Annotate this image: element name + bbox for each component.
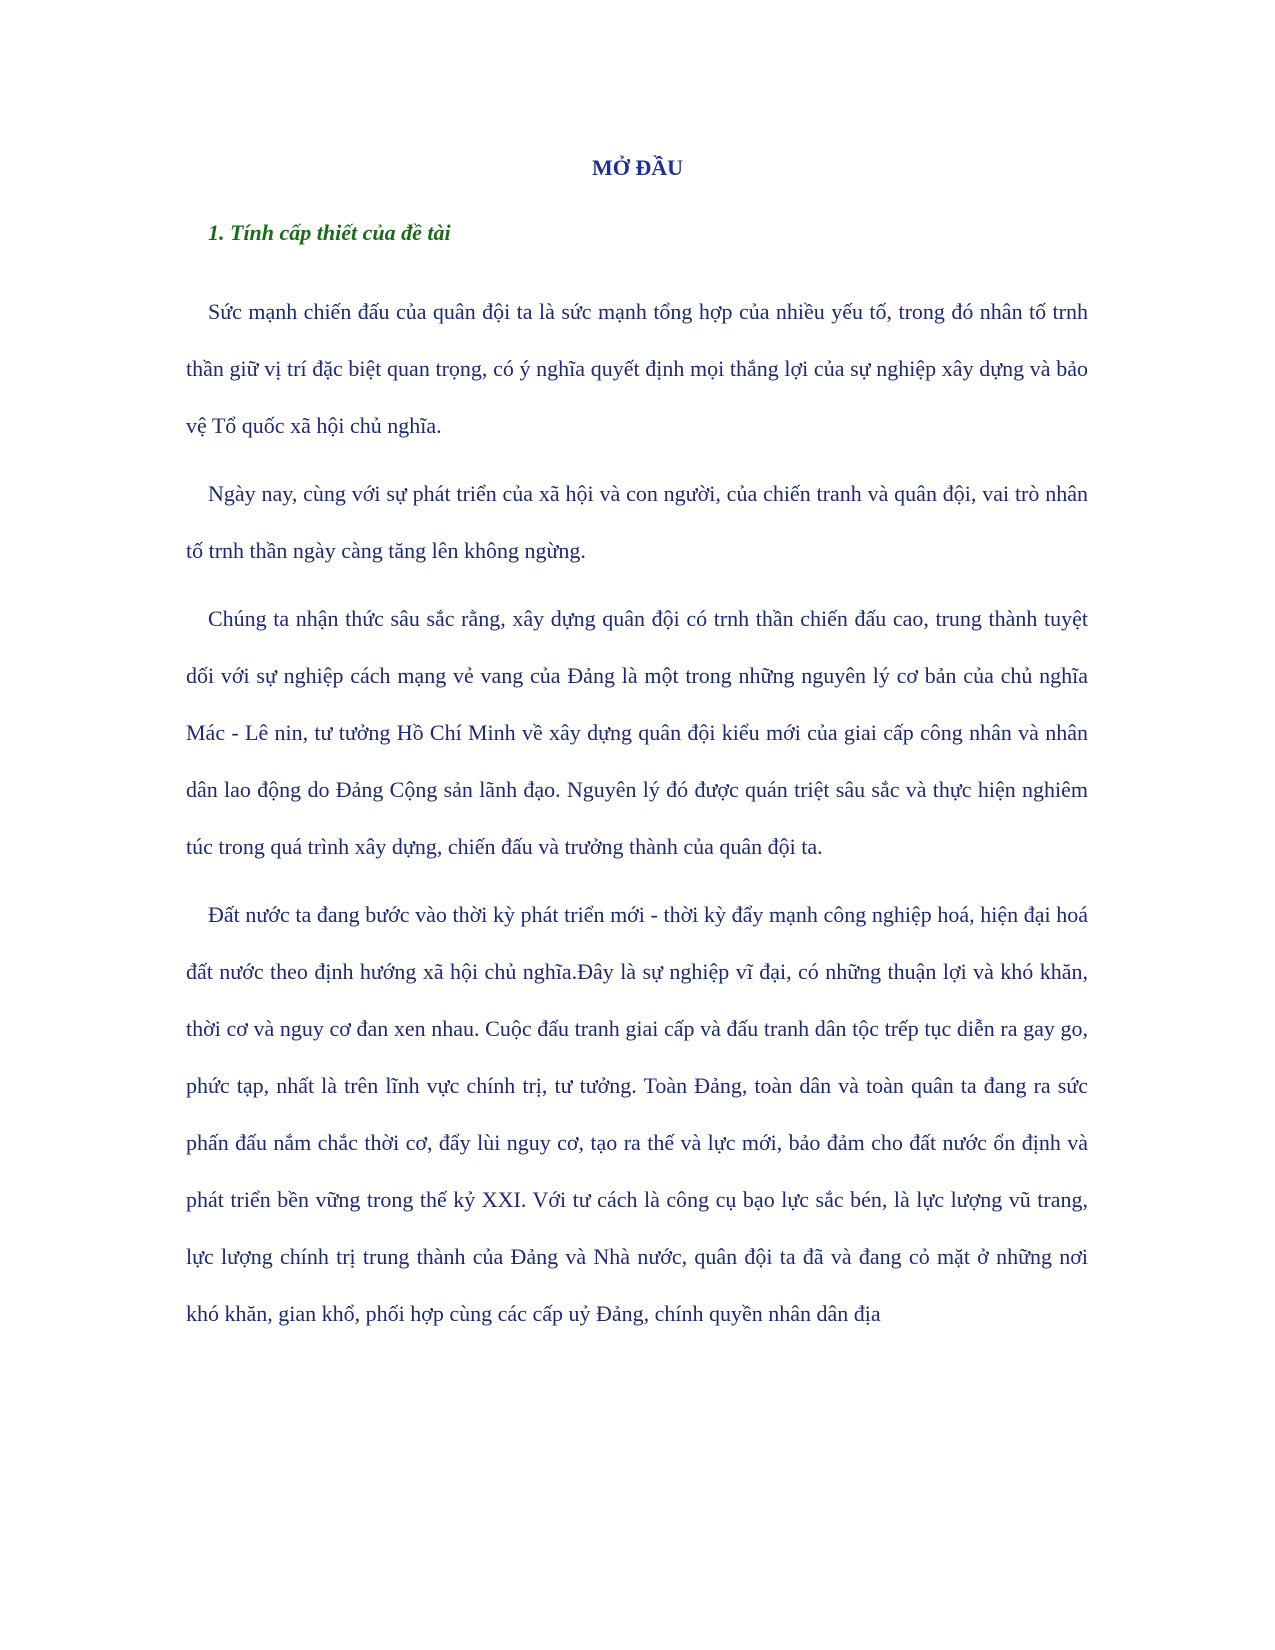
section-heading: 1. Tính cấp thiết của đề tài xyxy=(208,220,451,245)
body-text xyxy=(186,283,1088,1342)
paragraph: Đất nước ta đang bước vào thời kỳ phát triển mới - thời kỳ đẩy mạnh công nghiệp hoá, hiện đại hoá đất nước theo định hướng xã hội chủ nghĩa.Đây là sự nghiệp vĩ đại, có những thuận lợi và khó khăn, thời cơ và nguy cơ đan xen nhau. Cuộc đấu tranh giai cấp và đấu tranh dân tộc trếp tục diễn ra gay go, phức tạp, nhất là trên lĩnh vực chính trị, tư tưởng. Toàn Đảng, toàn dân và toàn quân ta đang ra sức phấn đấu nắm chắc thời cơ, đẩy lùi nguy cơ, tạo ra thế và lực mới, bảo đảm cho đất nước ổn định và phát triển bền vững trong thế kỷ XXI. Với tư cách là công cụ bạo lực sắc bén, là lực lượng vũ trang, lực lượng chính trị trung thành của Đảng và Nhà nước, quân đội ta đã và đang cỏ mặt ở những nơi khó khăn, gian khổ, phối hợp cùng các cấp uỷ Đảng, chính quyền nhân dân địa xyxy=(186,902,1088,1326)
paragraph: Chúng ta nhận thức sâu sắc rằng, xây dựng quân đội có trnh thần chiến đấu cao, trung thành tuyệt dối với sự nghiệp cách mạng vẻ vang của Đảng là một trong những nguyên lý cơ bản của chủ nghĩa Mác - Lê nin, tư tưởng Hồ Chí Minh về xây dựng quân đội kiểu mới của giai cấp công nhân và nhân dân lao động do Đảng Cộng sản lãnh đạo. Nguyên lý đó được quán triệt sâu sắc và thực hiện nghiêm túc trong quá trình xây dựng, chiến đấu và trưởng thành của quân đội ta. xyxy=(186,606,1088,859)
paragraph: Sức mạnh chiến đấu của quân đội ta là sức mạnh tổng hợp của nhiều yếu tố, trong đó nhân tố trnh thần giữ vị trí đặc biệt quan trọng, có ý nghĩa quyết định mọi thắng lợi của sự nghiệp xây dựng và bảo vệ Tổ quốc xã hội chủ nghĩa. xyxy=(186,299,1088,438)
paragraph: Ngày nay, cùng với sự phát triển của xã hội và con người, của chiến tranh và quân đội, vai trò nhân tố trnh thần ngày càng tăng lên không ngừng. xyxy=(186,481,1088,563)
page-title: MỞ ĐẦU xyxy=(591,155,684,180)
